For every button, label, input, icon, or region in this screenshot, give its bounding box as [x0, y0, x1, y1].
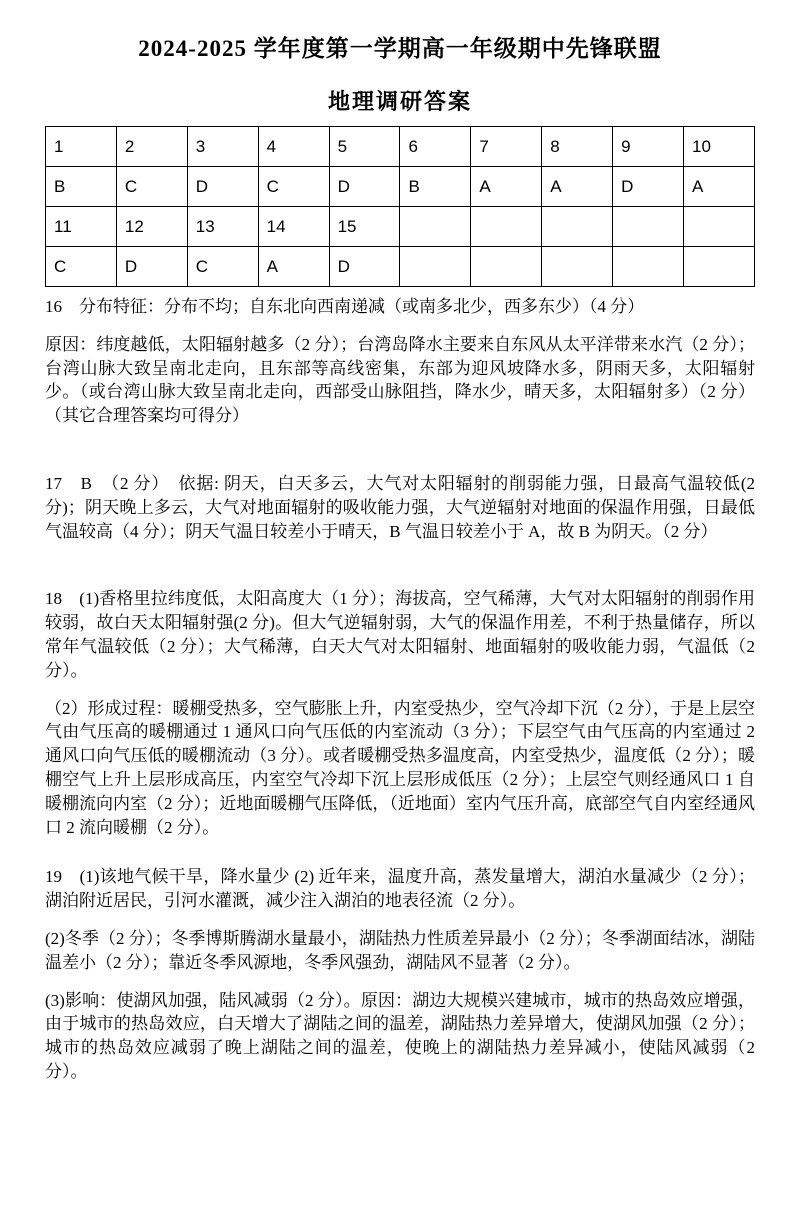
table-cell: 13 — [187, 207, 258, 247]
answer-19-part2: (2)冬季（2 分）；冬季博斯腾湖水量最小，湖陆热力性质差异最小（2 分）；冬季湖面结冰，湖陆温差小（2 分）；靠近冬季风源地，冬季风强劲，湖陆风不显著（2 分）。 — [45, 928, 755, 972]
table-cell: A — [258, 247, 329, 287]
table-cell: 9 — [613, 127, 684, 167]
table-cell: D — [187, 167, 258, 207]
answer-18-part1: 18 (1)香格里拉纬度低，太阳高度大（1 分）；海拔高，空气稀薄，大气对太阳辐射的削弱作用较弱，故白天太阳辐射强(2 分)。但大气逆辐射弱，大气的保温作用差，不利于热量储存，所以常年气温较低（2 分）；大气稀薄，白天大气对太阳辐射、地面辐射的吸收能力弱，气温低（2 分）。 — [45, 589, 755, 680]
table-cell: 5 — [329, 127, 400, 167]
table-cell: 14 — [258, 207, 329, 247]
table-cell-empty — [471, 207, 542, 247]
table-cell-empty — [613, 207, 684, 247]
table-cell-empty — [684, 247, 755, 287]
table-cell-empty — [542, 247, 613, 287]
answer-16-feature: 16 分布特征：分布不均；自东北向西南递减（或南多北少，西多东少）（4 分） — [45, 297, 645, 316]
table-cell: 3 — [187, 127, 258, 167]
table-cell: C — [258, 167, 329, 207]
table-cell-empty — [542, 207, 613, 247]
table-cell: 11 — [46, 207, 117, 247]
table-cell-empty — [471, 247, 542, 287]
answer-18-part2: （2）形成过程：暖棚受热多，空气膨胀上升，内室受热少，空气冷却下沉（2 分），于是上层空气由气压高的暖棚通过 1 通风口向气压低的内室流动（3 分）；下层空气由气压高的内室通过 2 通风口向气压低的暖棚流动（3 分）。或者暖棚受热多温度高，内室受热少，温度低（2 分）；暖棚空气上升上层形成高压，内室空气冷却下沉上层形成低压（2 分）；上层空气则经通风口 1 自暖棚流向内室（2 分）；近地面暖棚气压降低，（近地面）室内气压升高，底部空气自内室经通风口 2 流向暖棚（2 分）。 — [45, 698, 755, 837]
answer-19-part1: 19 (1)该地气候干旱，降水量少 (2) 近年来，温度升高，蒸发量增大，湖泊水量减少（2 分）；湖泊附近居民，引河水灌溉，减少注入湖泊的地表径流（2 分）。 — [45, 867, 755, 911]
page-subtitle: 地理调研答案 — [327, 89, 472, 114]
table-cell-empty — [684, 207, 755, 247]
table-cell: D — [116, 247, 187, 287]
answer-content — [45, 295, 755, 1084]
table-cell: D — [329, 167, 400, 207]
table-cell-empty — [400, 247, 471, 287]
table-cell: C — [187, 247, 258, 287]
table-cell: 6 — [400, 127, 471, 167]
table-cell: 7 — [471, 127, 542, 167]
table-cell: 12 — [116, 207, 187, 247]
answer-19-part3: (3)影响：使湖风加强，陆风减弱（2 分）。原因：湖边大规模兴建城市，城市的热岛效应增强，由于城市的热岛效应，白天增大了湖陆之间的温差，湖陆热力差异增大，使湖风加强（2 分）；城市的热岛效应减弱了晚上湖陆之间的温差，使晚上的湖陆热力差异减小，使陆风减弱（2 分）。 — [45, 990, 755, 1081]
table-row-answers-11-15 — [46, 247, 755, 287]
table-cell-empty — [613, 247, 684, 287]
table-cell: 15 — [329, 207, 400, 247]
table-cell: A — [471, 167, 542, 207]
table-row-question-numbers-11-15 — [46, 207, 755, 247]
table-cell: 8 — [542, 127, 613, 167]
table-row-question-numbers-1-10 — [46, 127, 755, 167]
table-cell: A — [684, 167, 755, 207]
answer-16-reason: 原因：纬度越低，太阳辐射越多（2 分）；台湾岛降水主要来自东风从太平洋带来水汽（2 分）；台湾山脉大致呈南北走向，且东部等高线密集，东部为迎风坡降水多，阴雨天多，太阳辐射少。（或台湾山脉大致呈南北走向，西部受山脉阻挡，降水少，晴天多，太阳辐射多）（2 分）（其它合理答案均可得分） — [45, 334, 755, 426]
table-cell-empty — [400, 207, 471, 247]
page-title: 2024-2025 学年度第一学期高一年级期中先锋联盟 — [138, 36, 662, 61]
table-cell: 2 — [116, 127, 187, 167]
answer-17: 17 B （2 分） 依据: 阴天，白天多云，大气对太阳辐射的削弱能力强，日最高气温较低(2 分)；阴天晚上多云，大气对地面辐射的吸收能力强，大气逆辐射对地面的保温作用强，日最低气温较高（4 分）；阴天气温日较差小于晴天，B 气温日较差小于 A，故 B 为阴天。（2 分） — [45, 473, 755, 541]
table-cell: C — [46, 247, 117, 287]
table-cell: A — [542, 167, 613, 207]
table-cell: D — [613, 167, 684, 207]
table-cell: 4 — [258, 127, 329, 167]
table-cell: C — [116, 167, 187, 207]
table-cell: B — [46, 167, 117, 207]
table-cell: B — [400, 167, 471, 207]
table-cell: 1 — [46, 127, 117, 167]
table-cell: 10 — [684, 127, 755, 167]
answer-table — [45, 126, 755, 287]
table-row-answers-1-10 — [46, 167, 755, 207]
table-cell: D — [329, 247, 400, 287]
